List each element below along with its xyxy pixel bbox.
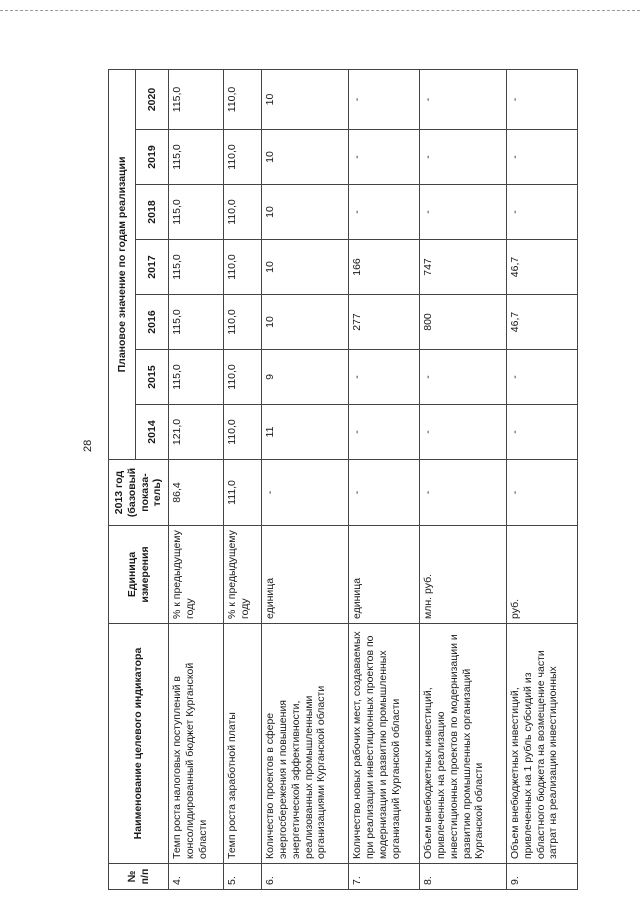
header-year: 2018	[136, 185, 169, 240]
unit-cell: единица	[262, 526, 349, 624]
year-value: 110,0	[223, 69, 262, 129]
header-unit: Единица измерения	[109, 526, 169, 624]
header-row-1	[109, 69, 136, 889]
year-value: 10	[262, 185, 349, 240]
year-value: -	[420, 185, 507, 240]
base-value: -	[262, 460, 349, 526]
year-value: -	[349, 130, 420, 185]
year-value: 115,0	[169, 240, 224, 295]
year-value: -	[349, 405, 420, 460]
base-value: -	[420, 460, 507, 526]
year-value: 747	[420, 240, 507, 295]
indicator-name: Темп роста заработной платы	[223, 624, 262, 864]
year-value: 115,0	[169, 350, 224, 405]
year-value: -	[349, 69, 420, 129]
row-number: 6.	[262, 864, 349, 890]
base-value: 111,0	[223, 460, 262, 526]
row-number: 7.	[349, 864, 420, 890]
header-year: 2016	[136, 295, 169, 350]
rotated-table-container	[108, 70, 578, 890]
row-number: 8.	[420, 864, 507, 890]
year-value: 46,7	[507, 240, 578, 295]
unit-cell: % к предыдущему году	[169, 526, 224, 624]
top-rule	[0, 10, 640, 11]
year-value: 277	[349, 295, 420, 350]
year-value: -	[507, 69, 578, 129]
year-value: -	[420, 350, 507, 405]
row-number: 5.	[223, 864, 262, 890]
header-name: Наименование целевого индикатора	[109, 624, 169, 864]
year-value: 115,0	[169, 185, 224, 240]
table-row	[169, 69, 224, 889]
year-value: 115,0	[169, 130, 224, 185]
header-year: 2015	[136, 350, 169, 405]
indicator-name: Объем внебюджетных инвестиций, привлеченных на реализацию инвестиционных проектов по модернизации и развитию промышленных организаций Курганской области	[420, 624, 507, 864]
table-row	[223, 69, 262, 889]
indicator-table	[108, 69, 578, 890]
year-value: 115,0	[169, 295, 224, 350]
unit-cell: млн. руб.	[420, 526, 507, 624]
table-row	[262, 69, 349, 889]
indicator-name: Количество проектов в сфере энергосбережения и повышения энергетической эффективности, реализованных промышленными организациями Курганской области	[262, 624, 349, 864]
year-value: 166	[349, 240, 420, 295]
year-value: -	[420, 69, 507, 129]
base-value: 86,4	[169, 460, 224, 526]
year-value: 110,0	[223, 405, 262, 460]
year-value: 110,0	[223, 240, 262, 295]
table-body	[169, 69, 578, 889]
page-number: 28	[82, 439, 94, 452]
year-value: 110,0	[223, 130, 262, 185]
base-value: -	[349, 460, 420, 526]
year-value: 110,0	[223, 350, 262, 405]
year-value: -	[507, 350, 578, 405]
year-value: 110,0	[223, 295, 262, 350]
year-value: 10	[262, 130, 349, 185]
unit-cell: % к предыдущему году	[223, 526, 262, 624]
year-value: -	[349, 350, 420, 405]
unit-cell: руб.	[507, 526, 578, 624]
table-row	[507, 69, 578, 889]
year-value: -	[349, 185, 420, 240]
year-value: 46,7	[507, 295, 578, 350]
year-value: 800	[420, 295, 507, 350]
header-no: № п/п	[109, 864, 169, 890]
indicator-name: Количество новых рабочих мест, создаваемых при реализации инвестиционных проектов по модернизации и развитию промышленных организаций Курганской области	[349, 624, 420, 864]
year-value: -	[420, 405, 507, 460]
row-number: 4.	[169, 864, 224, 890]
header-year: 2020	[136, 69, 169, 129]
table-row	[420, 69, 507, 889]
header-base: 2013 год (базовый показа-тель)	[109, 460, 169, 526]
header-year: 2014	[136, 405, 169, 460]
header-year: 2019	[136, 130, 169, 185]
header-year: 2017	[136, 240, 169, 295]
table-row	[349, 69, 420, 889]
year-value: 10	[262, 295, 349, 350]
year-value: 10	[262, 69, 349, 129]
unit-cell: единица	[349, 526, 420, 624]
header-plan: Плановое значение по годам реализации	[109, 69, 136, 459]
year-value: 115,0	[169, 69, 224, 129]
row-number: 9.	[507, 864, 578, 890]
year-value: 110,0	[223, 185, 262, 240]
year-value: 121,0	[169, 405, 224, 460]
indicator-name: Объем внебюджетных инвестиций, привлеченных на 1 рубль субсидий из областного бюджета на возмещение части затрат на реализацию инвестиционных	[507, 624, 578, 864]
year-value: -	[507, 130, 578, 185]
indicator-name: Темп роста налоговых поступлений в консолидированный бюджет Курганской области	[169, 624, 224, 864]
year-value: -	[420, 130, 507, 185]
base-value: -	[507, 460, 578, 526]
year-value: 9	[262, 350, 349, 405]
year-value: -	[507, 405, 578, 460]
year-value: -	[507, 185, 578, 240]
year-value: 10	[262, 240, 349, 295]
year-value: 11	[262, 405, 349, 460]
